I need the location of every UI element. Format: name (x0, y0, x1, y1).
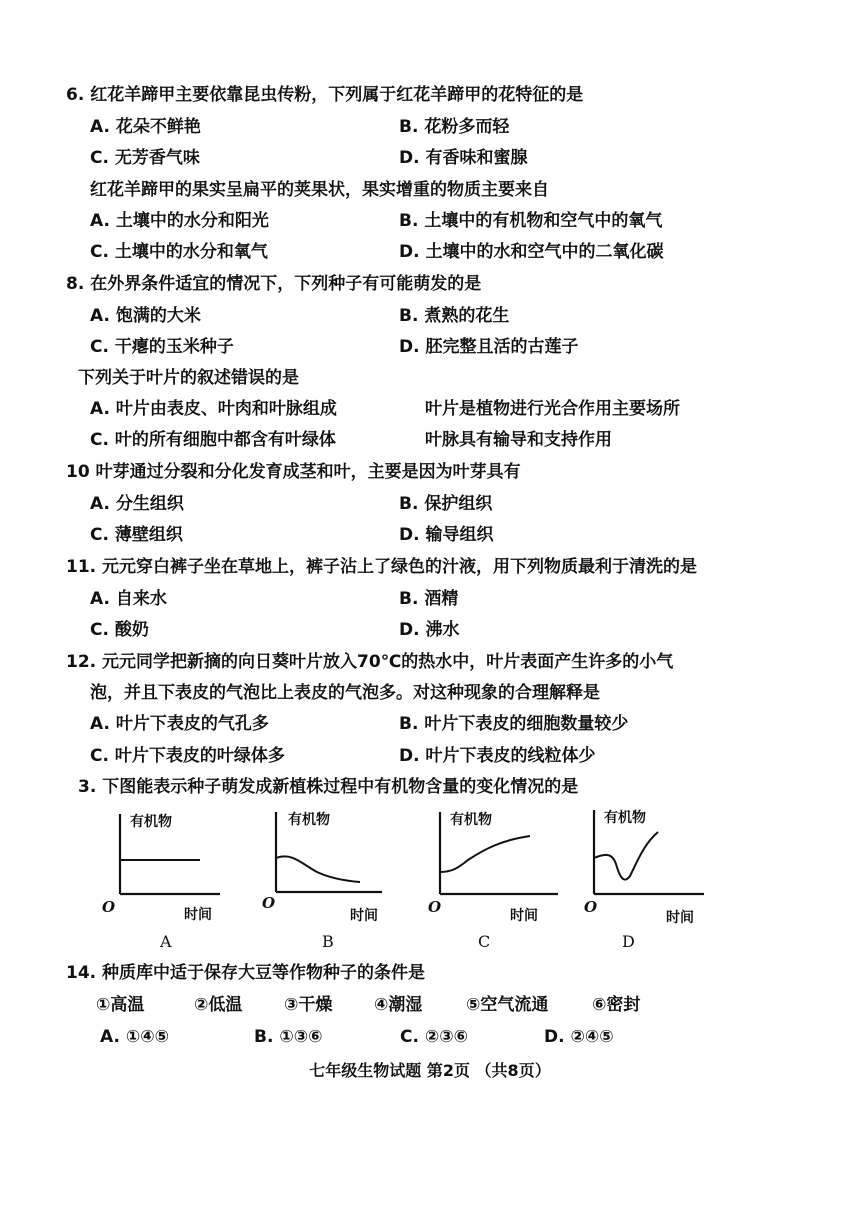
q14-option-b: B. ①③⑥ (254, 1027, 323, 1047)
page-footer: 七年级生物试题 第2页 （共8页） (309, 1061, 551, 1080)
q10-option-a: A. 分生组织 (90, 494, 184, 514)
graph-d-label: D (622, 932, 635, 951)
q14-option-a: A. ①④⑤ (100, 1027, 170, 1047)
q7-option-a: A. 土壤中的水分和阳光 (90, 211, 269, 231)
q10-stem: 10 叶芽通过分裂和分化发育成茎和叶，主要是因为叶芽具有 (66, 462, 521, 482)
q9-option-c: C. 叶的所有细胞中都含有叶绿体 (90, 430, 336, 450)
graph-d-origin: O (584, 898, 598, 916)
graph-c-x-label: 时间 (510, 908, 538, 924)
graph-b (262, 808, 392, 951)
graph-c-y-label: 有机物 (450, 812, 492, 828)
q9-option-d: 叶脉具有输导和支持作用 (425, 430, 612, 450)
q14-option-d: D. ②④⑤ (544, 1027, 614, 1047)
q9-option-a: A. 叶片由表皮、叶肉和叶脉组成 (90, 399, 337, 419)
q12-stem-line1: 12. 元元同学把新摘的向日葵叶片放入70℃的热水中，叶片表面产生许多的小气 (66, 652, 674, 672)
q11-stem: 11. 元元穿白裤子坐在草地上，裤子沾上了绿色的汁液，用下列物质最利于清洗的是 (66, 557, 698, 577)
graph-d-x-label: 时间 (666, 910, 694, 926)
q7-option-d: D. 土壤中的水和空气中的二氧化碳 (399, 242, 664, 262)
q8-stem: 8. 在外界条件适宜的情况下，下列种子有可能萌发的是 (66, 274, 482, 294)
graph-c-label: C (478, 932, 491, 951)
q13-stem: 3. 下图能表示种子萌发成新植株过程中有机物含量的变化情况的是 (78, 777, 579, 797)
q14-condition-4: ④潮湿 (374, 995, 423, 1015)
q8-option-c: C. 干瘪的玉米种子 (90, 337, 234, 357)
q6-option-c: C. 无芳香气味 (90, 148, 200, 168)
q11-option-c: C. 酸奶 (90, 620, 149, 640)
q6-stem: 6. 红花羊蹄甲主要依靠昆虫传粉，下列属于红花羊蹄甲的花特征的是 (66, 85, 584, 105)
q7-option-b: B. 土壤中的有机物和空气中的氧气 (399, 211, 663, 231)
graph-b-label: B (322, 932, 334, 951)
q11-option-d: D. 沸水 (399, 620, 460, 640)
graph-b-origin: O (262, 894, 276, 912)
q12-stem-line2: 泡，并且下表皮的气泡比上表皮的气泡多。对这种现象的合理解释是 (90, 683, 600, 703)
q8-option-b: B. 煮熟的花生 (399, 306, 510, 326)
q14-option-c: C. ②③⑥ (400, 1027, 469, 1047)
q6-option-d: D. 有香味和蜜腺 (399, 148, 528, 168)
graph-d (584, 808, 716, 951)
q9-stem: 下列关于叶片的叙述错误的是 (78, 368, 299, 388)
q14-condition-1: ①高温 (96, 995, 145, 1015)
q12-option-a: A. 叶片下表皮的气孔多 (90, 714, 269, 734)
q7-option-c: C. 土壤中的水分和氧气 (90, 242, 268, 262)
graph-a (100, 808, 230, 951)
q14-stem: 14. 种质库中适于保存大豆等作物种子的条件是 (66, 963, 426, 983)
graph-a-x-label: 时间 (184, 907, 212, 923)
graph-b-curve (276, 856, 360, 882)
q8-option-a: A. 饱满的大米 (90, 306, 201, 326)
graph-b-x-label: 时间 (350, 908, 378, 924)
q14-condition-3: ③干燥 (284, 995, 333, 1015)
q12-option-d: D. 叶片下表皮的线粒体少 (399, 746, 596, 766)
q6-option-a: A. 花朵不鲜艳 (90, 117, 201, 137)
q9-option-b: 叶片是植物进行光合作用主要场所 (425, 399, 680, 419)
q14-condition-2: ②低温 (194, 995, 243, 1015)
q10-option-c: C. 薄壁组织 (90, 525, 183, 545)
graph-c-curve (440, 836, 530, 872)
q11-option-a: A. 自来水 (90, 589, 167, 609)
graph-a-y-label: 有机物 (130, 814, 172, 830)
graph-a-origin: O (102, 898, 116, 916)
q10-option-b: B. 保护组织 (399, 494, 493, 514)
graph-d-y-label: 有机物 (604, 810, 646, 826)
q11-option-b: B. 酒精 (399, 589, 459, 609)
q6-option-b: B. 花粉多而轻 (399, 117, 510, 137)
q7-stem: 红花羊蹄甲的果实呈扁平的荚果状，果实增重的物质主要来自 (90, 180, 549, 200)
q12-option-b: B. 叶片下表皮的细胞数量较少 (399, 714, 629, 734)
q8-option-d: D. 胚完整且活的古莲子 (399, 337, 579, 357)
q10-option-d: D. 输导组织 (399, 525, 494, 545)
q14-condition-6: ⑥密封 (592, 995, 641, 1015)
graph-d-curve (594, 832, 658, 880)
graph-c (428, 808, 568, 951)
graph-b-y-label: 有机物 (288, 812, 330, 828)
q14-condition-5: ⑤空气流通 (466, 995, 549, 1015)
graph-a-label: A (160, 932, 172, 951)
q12-option-c: C. 叶片下表皮的叶绿体多 (90, 746, 285, 766)
graph-c-origin: O (428, 898, 442, 916)
